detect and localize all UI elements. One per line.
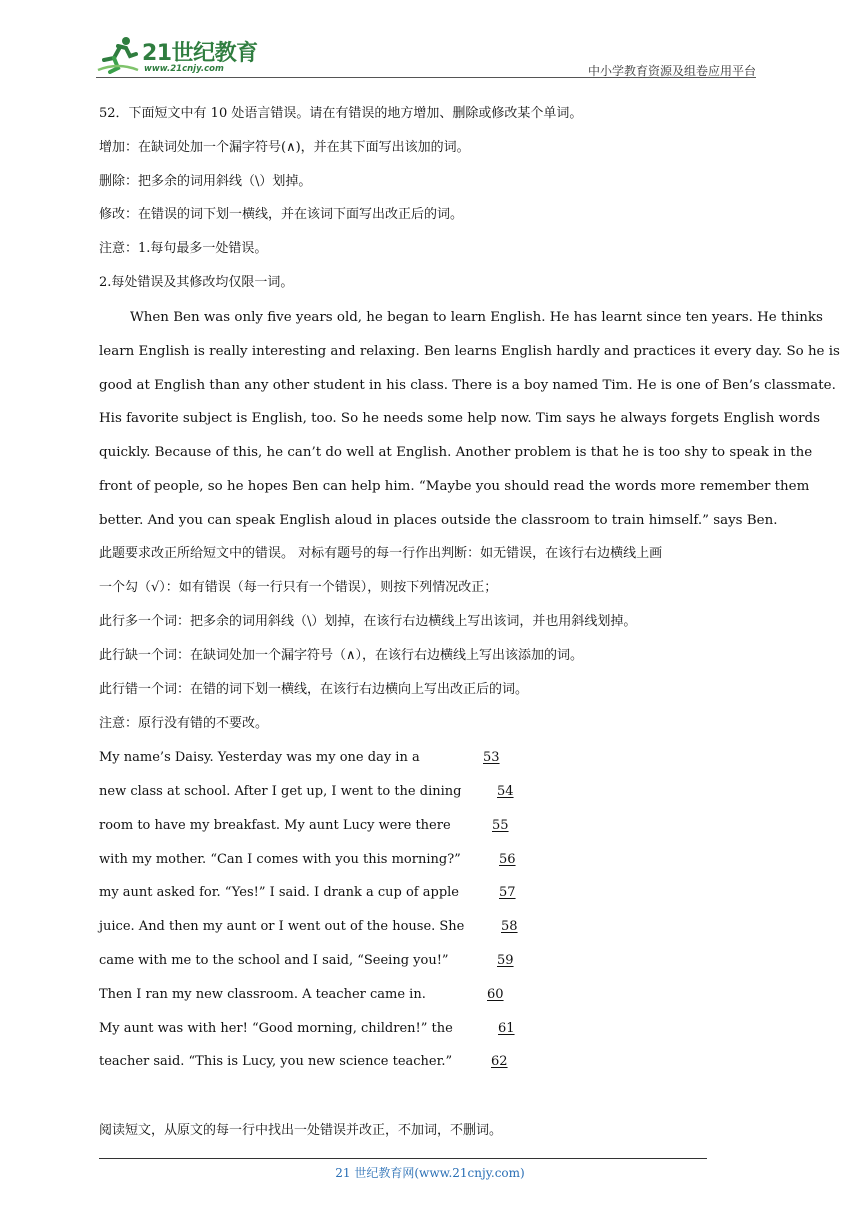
platform-name: 中小学教育资源及组卷应用平台	[587, 64, 756, 78]
exercise-line: room to have my breakfast. My aunt Lucy were there	[99, 818, 451, 833]
exercise-line: with my mother. “Can I comes with you this morning?”	[99, 852, 461, 867]
blank-number: 56	[499, 852, 516, 867]
rule-line: 2.每处错误及其修改均仅限一词。	[99, 275, 294, 290]
blank-number: 55	[492, 818, 509, 833]
instruction-line: 此行缺一个词：在缺词处加一个漏字符号（∧），在该行右边横线上写出该添加的词。	[99, 648, 584, 663]
passage-line: good at English than any other student in his class. There is a boy named Tim. He is one of Ben’s classmate.	[99, 378, 836, 393]
answer-blank[interactable]	[465, 749, 518, 767]
site-logo	[96, 30, 266, 78]
passage-line: front of people, so he hopes Ben can help him. “Maybe you should read the words more remember them	[99, 479, 810, 494]
page-header	[96, 30, 756, 80]
passage-line: learn English is really interesting and relaxing. Ben learns English hardly and practices it every day. So he is	[99, 344, 840, 359]
blank-number: 57	[499, 885, 516, 900]
blank-number: 60	[487, 987, 504, 1002]
exercise-line: came with me to the school and I said, “Seeing you!”	[99, 953, 449, 968]
blank-number: 53	[483, 750, 500, 765]
runner-logo-icon	[96, 34, 140, 74]
logo-text: 21世纪教育	[142, 41, 258, 66]
logo-url: www.21cnjy.com	[144, 64, 224, 74]
exercise-line: my aunt asked for. “Yes!” I said. I drank a cup of apple	[99, 885, 459, 900]
exercise-line: juice. And then my aunt or I went out of the house. She	[99, 919, 465, 934]
answer-blank[interactable]	[483, 918, 536, 936]
passage-line: quickly. Because of this, he can’t do well at English. Another problem is that he is too shy to speak in the	[99, 445, 813, 460]
instruction-line: 此行多一个词：把多余的词用斜线（\）划掉，在该行右边横线上写出该词，并也用斜线划掉。	[99, 614, 637, 629]
answer-blank[interactable]	[481, 851, 534, 869]
instruction-line: 注意：原行没有错的不要改。	[99, 716, 269, 731]
answer-blank[interactable]	[479, 952, 532, 970]
exercise-line: My aunt was with her! “Good morning, children!” the	[99, 1021, 453, 1036]
passage-line: When Ben was only five years old, he began to learn English. He has learnt since ten years. He thinks	[130, 310, 823, 325]
exercise-line: new class at school. After I get up, I went to the dining	[99, 784, 462, 799]
rule-line: 修改：在错误的词下划一横线，并在该词下面写出改正后的词。	[99, 207, 464, 222]
header-divider	[96, 77, 756, 78]
blank-number: 61	[498, 1021, 515, 1036]
blank-number: 54	[497, 784, 514, 799]
answer-blank[interactable]	[480, 1020, 533, 1038]
page-footer[interactable]: 21 世纪教育网(www.21cnjy.com)	[335, 1166, 525, 1180]
passage-line: better. And you can speak English aloud in places outside the classroom to train himself.” says Ben.	[99, 513, 778, 528]
blank-number: 58	[501, 919, 518, 934]
answer-blank[interactable]	[469, 986, 522, 1004]
answer-blank[interactable]	[473, 1053, 526, 1071]
exercise-line: My name’s Daisy. Yesterday was my one day in a	[99, 750, 420, 765]
next-question-prompt: 阅读短文，从原文的每一行中找出一处错误并改正，不加词，不删词。	[99, 1123, 503, 1138]
instruction-line: 此题要求改正所给短文中的错误。 对标有题号的每一行作出判断：如无错误，在该行右边横线上画	[99, 546, 663, 561]
exercise-line: teacher said. “This is Lucy, you new science teacher.”	[99, 1054, 453, 1069]
instruction-line: 此行错一个词：在错的词下划一横线，在该行右边横向上写出改正后的词。	[99, 682, 529, 697]
passage-line: His favorite subject is English, too. So he needs some help now. Tim says he always forgets English words	[99, 411, 820, 426]
question-title: 52．下面短文中有 10 处语言错误。请在有错误的地方增加、删除或修改某个单词。	[99, 106, 583, 121]
answer-blank[interactable]	[481, 884, 534, 902]
footer-divider	[99, 1158, 707, 1159]
answer-blank[interactable]	[474, 817, 527, 835]
exercise-line: Then I ran my new classroom. A teacher came in.	[99, 987, 426, 1002]
instruction-line: 一个勾（√）：如有错误（每一行只有一个错误），则按下列情况改正；	[99, 580, 498, 595]
blank-number: 62	[491, 1054, 508, 1069]
rule-line: 增加：在缺词处加一个漏字符号(∧)，并在其下面写出该加的词。	[99, 140, 470, 155]
answer-blank[interactable]	[479, 783, 532, 801]
rule-line: 删除：把多余的词用斜线（\）划掉。	[99, 174, 312, 189]
blank-number: 59	[497, 953, 514, 968]
rule-line: 注意：1.每句最多一处错误。	[99, 241, 268, 256]
